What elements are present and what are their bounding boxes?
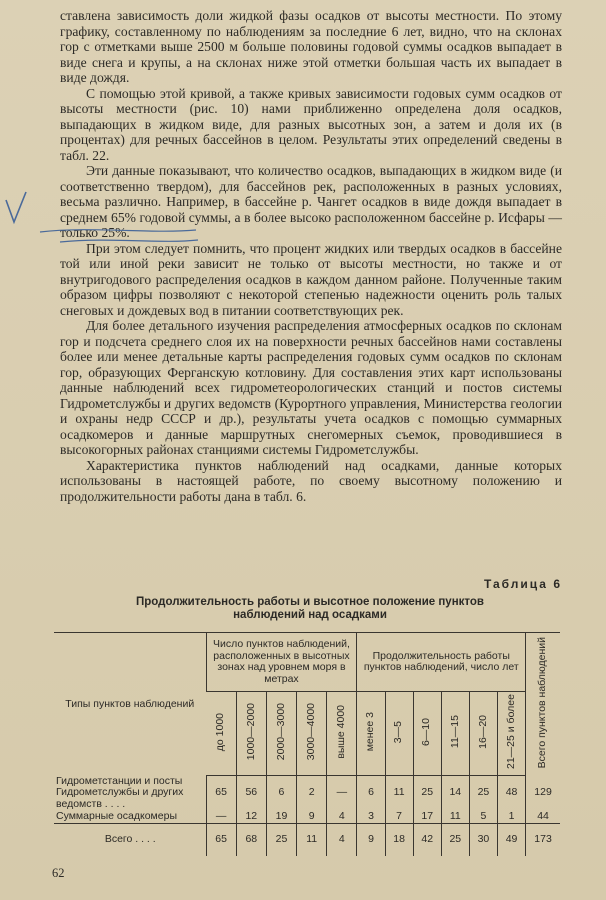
table-cell: 11 — [297, 824, 327, 857]
table-cell: 56 — [236, 776, 266, 811]
column-header-height: 3000—4000 — [297, 692, 327, 776]
table-cell: 4 — [327, 824, 357, 857]
table-cell: 9 — [357, 824, 385, 857]
table-row — [54, 776, 560, 811]
column-header-height: 2000—3000 — [266, 692, 296, 776]
table-title-line-2: наблюдений над осадками — [233, 609, 387, 621]
paragraph-5: Для более детального изучения распределения атмосферных осадков по склонам гор и подсчета среднего слоя их на поверхности речных бассейнов нами составлены более или менее детальные карты распределения годовых сумм осадков по склонам гор, образующих Ферганскую котловину. Для составления этих карт использованы данные наблюдений всех гидрометеорологических станций и постов системы Гидрометслужбы и других ведомств (Курортного управления, Министерства геологии и охраны недр СССР и др.), результаты учета осадков с помощью суммарных осадкомеров и данные маршрутных снегомерных съемок, проводившиеся в высокогорных районах станциями системы Гидрометслужбы. — [60, 318, 562, 457]
column-header-years: 16—20 — [469, 692, 497, 776]
table-cell: 11 — [441, 810, 469, 824]
column-header-height: 1000—2000 — [236, 692, 266, 776]
table-cell: 19 — [266, 810, 296, 824]
table-cell: 25 — [469, 776, 497, 811]
table-cell: 5 — [469, 810, 497, 824]
table-cell: 30 — [469, 824, 497, 857]
table-label: Таблица 6 — [483, 577, 562, 591]
table-cell: 18 — [385, 824, 413, 857]
row-label: Гидрометстанции и посты Гидрометслужбы и других ведомств . . . . — [56, 774, 184, 810]
table-title-line-1: Продолжительность работы и высотное положение пунктов — [136, 596, 484, 608]
table-cell: 9 — [297, 810, 327, 824]
table-cell: 3 — [357, 810, 385, 824]
column-header-years: 11—15 — [441, 692, 469, 776]
table-cell: 65 — [206, 776, 236, 811]
column-header-years: менее 3 — [357, 692, 385, 776]
column-header-height: выше 4000 — [327, 692, 357, 776]
table-cell: 68 — [236, 824, 266, 857]
row-label: Суммарные осадкомеры — [56, 809, 177, 822]
table-cell: 49 — [497, 824, 525, 857]
table-cell: 25 — [266, 824, 296, 857]
column-header-years: 21—25 и более — [497, 692, 525, 776]
table-cell: 44 — [526, 810, 560, 824]
paragraph-1: ставлена зависимость доли жидкой фазы осадков от высоты местности. По этому графику, составленному по наблюдениям за последние 6 лет, видно, что на склонах гор с отметками выше 2500 м больше половины годовой суммы осадков выпадает в виде снега и крупы, а на склонах ниже этой отметки большая часть их выпадает в виде дождя. — [60, 8, 562, 85]
table-cell: — — [327, 776, 357, 811]
paragraph-4: При этом следует помнить, что процент жидких или твердых осадков в бассейне той или иной реки зависит не только от высоты местности, но также и от внутригодового распределения осадков в каждом данном районе. Полученные таким образом цифры позволяют с некоторой степенью надежности оценить роль талых снеговых и дождевых вод в питании соответствующих рек. — [60, 240, 562, 318]
column-header-years: 6—10 — [413, 692, 441, 776]
table-cell: 173 — [526, 824, 560, 857]
table-cell: 6 — [266, 776, 296, 811]
column-header-total: Всего пунктов наблюдений — [526, 633, 560, 776]
table-cell: 25 — [441, 824, 469, 857]
table-cell: 25 — [413, 776, 441, 811]
table-cell: 1 — [497, 810, 525, 824]
page-number: 62 — [52, 866, 65, 880]
table-cell: — — [206, 810, 236, 824]
table-row-total — [54, 824, 560, 857]
paragraph-3: Эти данные показывают, что количество осадков, выпадающих в жидком виде (и соответственно твердом), для бассейнов рек, расположенных в разных условиях, весьма различно. Например, в бассейне р. Чангет осадков в виде дождя выпадает в среднем 65% годовой суммы, а в более высоко расположенном бассейне р. Исфары — только 25%. — [60, 163, 562, 240]
table-cell: 7 — [385, 810, 413, 824]
column-header-years: 3—5 — [385, 692, 413, 776]
paragraph-6: Характеристика пунктов наблюдений над осадками, данные которых использованы в настоящей работе, по своему высотному положению и продолжительности работы дана в табл. 6. — [60, 457, 562, 504]
table-cell: 42 — [413, 824, 441, 857]
column-group-years: Продолжительность работы пунктов наблюдений, число лет — [357, 633, 526, 692]
body-text — [60, 8, 562, 504]
row-label-total: Всего . . . . — [54, 824, 206, 857]
table-cell: 17 — [413, 810, 441, 824]
table-cell: 11 — [385, 776, 413, 811]
table-cell: 6 — [357, 776, 385, 811]
table-cell: 12 — [236, 810, 266, 824]
column-group-height: Число пунктов наблюдений, расположенных в высотных зонах над уровнем моря в метрах — [206, 633, 357, 692]
column-header-type: Типы пунктов наблюдений — [54, 633, 206, 776]
paragraph-2: С помощью этой кривой, а также кривых зависимости годовых сумм осадков от высоты местности (рис. 10) нами приближенно определена доля осадков, выпадающих в жидком виде, для разных высотных зон, а затем и доля их (в процентах) для речных бассейнов в целом. Результаты этих определений сведены в табл. 22. — [60, 85, 562, 163]
table-cell: 14 — [441, 776, 469, 811]
data-table — [54, 632, 560, 856]
table-cell: 65 — [206, 824, 236, 857]
table-cell: 129 — [526, 776, 560, 811]
table-row — [54, 810, 560, 824]
table-cell: 48 — [497, 776, 525, 811]
table-cell: 4 — [327, 810, 357, 824]
table-cell: 2 — [297, 776, 327, 811]
table-title — [60, 596, 560, 622]
column-header-height: до 1000 — [206, 692, 236, 776]
